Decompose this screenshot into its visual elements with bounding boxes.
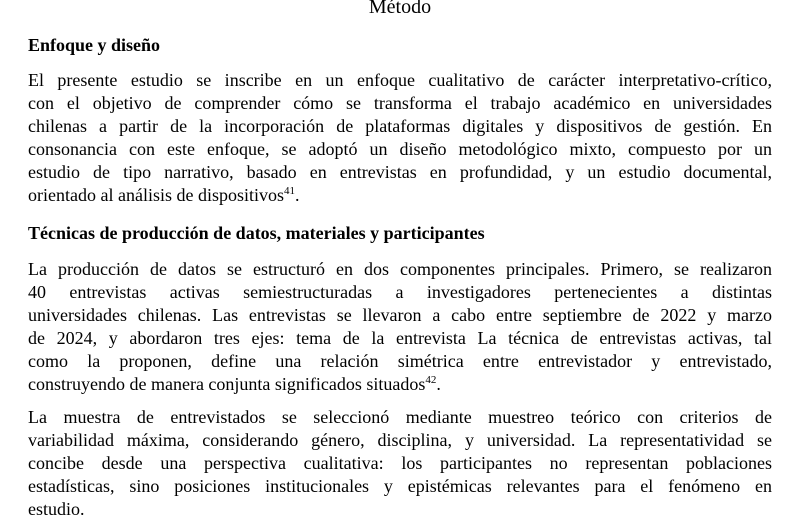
text-line: como la proponen, define una relación simétrica entre entrevistador y entrevistado, bbox=[28, 351, 772, 371]
paragraph-muestra bbox=[28, 406, 772, 521]
text-line: universidades chilenas. Las entrevistas se llevaron a cabo entre septiembre de 2022 y marzo bbox=[28, 305, 772, 325]
text-line: estudio de tipo narrativo, basado en entrevistas en profundidad, y un estudio documental, bbox=[28, 162, 772, 182]
text-line-last bbox=[28, 184, 772, 207]
footnote-ref[interactable]: 42 bbox=[425, 374, 437, 386]
text-line: variabilidad máxima, considerando género, disciplina, y universidad. La representatividad se bbox=[28, 430, 772, 450]
text-line: consonancia con este enfoque, se adoptó un diseño metodológico mixto, compuesto por un bbox=[28, 139, 772, 159]
text-span: orientado al análisis de dispositivos bbox=[28, 185, 284, 205]
text-line: chilenas a partir de la incorporación de plataformas digitales y dispositivos de gestión. En bbox=[28, 116, 772, 136]
section-title: Método bbox=[368, 0, 432, 18]
text-line-last: estudio. bbox=[28, 499, 85, 519]
text-span: construyendo de manera conjunta significados situados bbox=[28, 374, 426, 394]
text-span: . bbox=[294, 185, 300, 205]
text-line-last bbox=[28, 373, 772, 396]
text-line: con el objetivo de comprender cómo se transforma el trabajo académico en universidades bbox=[28, 93, 772, 113]
text-line: La producción de datos se estructuró en dos componentes principales. Primero, se realizaron bbox=[28, 259, 772, 279]
paragraph-produccion bbox=[28, 258, 772, 396]
text-line: La muestra de entrevistados se seleccionó mediante muestreo teórico con criterios de bbox=[28, 407, 772, 427]
text-line: concibe desde una perspectiva cualitativa: los participantes no representan poblaciones bbox=[28, 453, 772, 473]
text-line: 40 entrevistas activas semiestructuradas a investigadores pertenecientes a distintas bbox=[28, 282, 772, 302]
text-line: de 2024, y abordaron tres ejes: tema de la entrevista La técnica de entrevistas activas, tal bbox=[28, 328, 772, 348]
paragraph-enfoque bbox=[28, 69, 772, 207]
text-line: El presente estudio se inscribe en un enfoque cualitativo de carácter interpretativo-crítico, bbox=[28, 70, 772, 90]
footnote-ref[interactable]: 41 bbox=[283, 185, 295, 197]
heading-tecnicas: Técnicas de producción de datos, materiales y participantes bbox=[28, 223, 485, 243]
heading-enfoque: Enfoque y diseño bbox=[28, 35, 161, 55]
text-line: estadísticas, sino posiciones institucionales y epistémicas relevantes para el fenómeno en bbox=[28, 476, 772, 496]
text-span: . bbox=[436, 374, 441, 394]
